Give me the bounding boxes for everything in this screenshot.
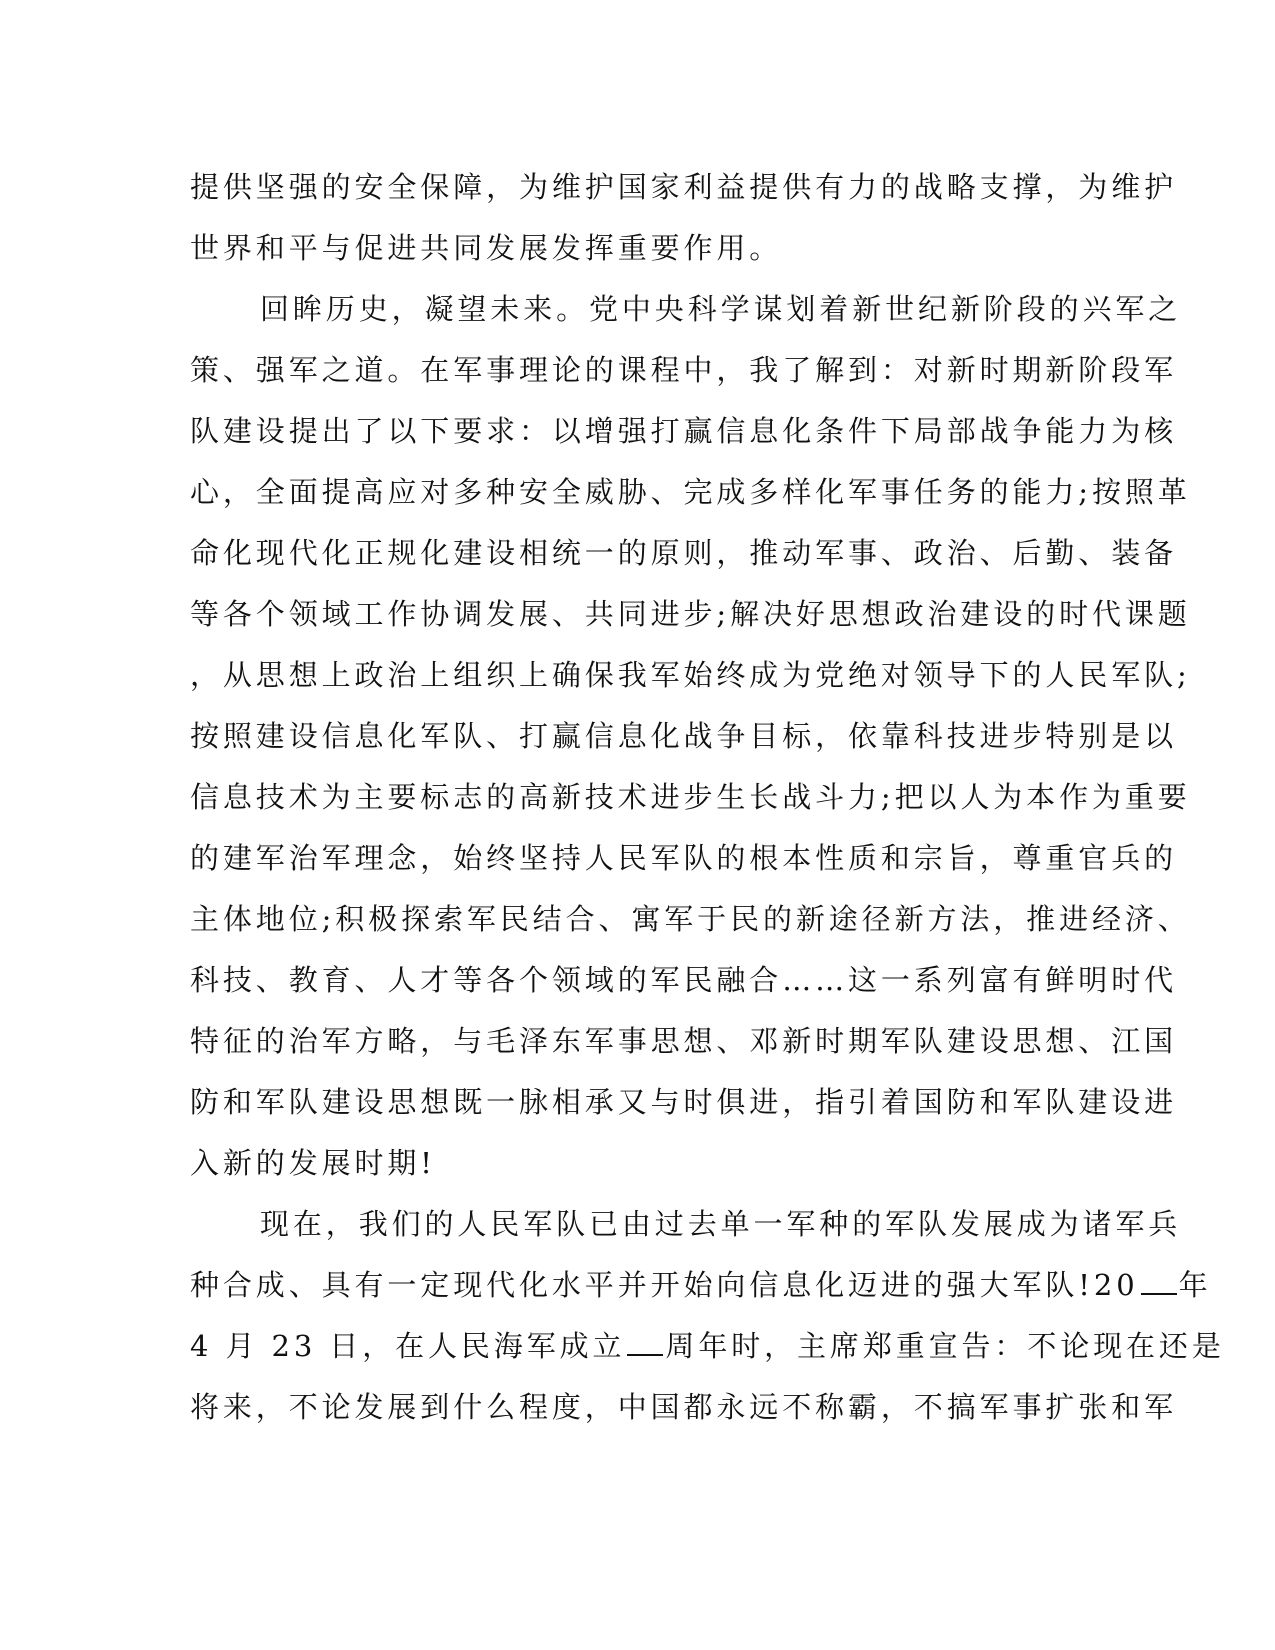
fill-in-blank	[1141, 1267, 1177, 1295]
text-segment: 周年时，主席郑重宣告：不论现在还是	[665, 1329, 1225, 1363]
text-line: 信息技术为主要标志的高新技术进步生长战斗力;把以人为本作为重要	[190, 780, 1191, 814]
text-line: 的建军治军理念，始终坚持人民军队的根本性质和宗旨，尊重官兵的	[190, 841, 1178, 875]
text-line: 将来，不论发展到什么程度，中国都永远不称霸，不搞军事扩张和军	[190, 1390, 1178, 1424]
text-line: 等各个领域工作协调发展、共同进步;解决好思想政治建设的时代课题	[190, 597, 1191, 631]
text-line: ，从思想上政治上组织上确保我军始终成为党绝对领导下的人民军队;	[190, 658, 1191, 692]
text-segment: 年	[1178, 1268, 1212, 1302]
text-line: 命化现代化正规化建设相统一的原则，推动军事、政治、后勤、装备	[190, 536, 1178, 570]
text-line-with-blank	[190, 1255, 1212, 1316]
text-line: 特征的治军方略，与毛泽东军事思想、邓新时期军队建设思想、江国	[190, 1024, 1178, 1058]
text-line: 主体地位;积极探索军民结合、寓军于民的新途径新方法，推进经济、	[190, 902, 1191, 936]
text-line: 策、强军之道。在军事理论的课程中，我了解到：对新时期新阶段军	[190, 353, 1178, 387]
text-line: 防和军队建设思想既一脉相承又与时俱进，指引着国防和军队建设进	[190, 1085, 1178, 1119]
text-segment: 种合成、具有一定现代化水平并开始向信息化迈进的强大军队!20	[190, 1268, 1139, 1302]
paragraph-start-line: 回眸历史，凝望未来。党中央科学谋划着新世纪新阶段的兴军之	[260, 292, 1182, 326]
fill-in-blank	[627, 1328, 663, 1356]
text-line-with-blank	[190, 1316, 1225, 1377]
text-line: 入新的发展时期!	[190, 1146, 436, 1180]
text-segment: 4 月 23 日，在人民海军成立	[190, 1329, 626, 1363]
text-line: 队建设提出了以下要求：以增强打赢信息化条件下局部战争能力为核	[190, 414, 1178, 448]
body-text	[190, 157, 1225, 1438]
text-line: 科技、教育、人才等各个领域的军民融合……这一系列富有鲜明时代	[190, 963, 1178, 997]
text-line: 心，全面提高应对多种安全威胁、完成多样化军事任务的能力;按照革	[190, 475, 1191, 509]
text-line: 世界和平与促进共同发展发挥重要作用。	[190, 231, 783, 265]
text-line: 按照建设信息化军队、打赢信息化战争目标，依靠科技进步特别是以	[190, 719, 1178, 753]
paragraph-start-line: 现在，我们的人民军队已由过去单一军种的军队发展成为诸军兵	[260, 1207, 1182, 1241]
text-line: 提供坚强的安全保障，为维护国家利益提供有力的战略支撑，为维护	[190, 170, 1178, 204]
